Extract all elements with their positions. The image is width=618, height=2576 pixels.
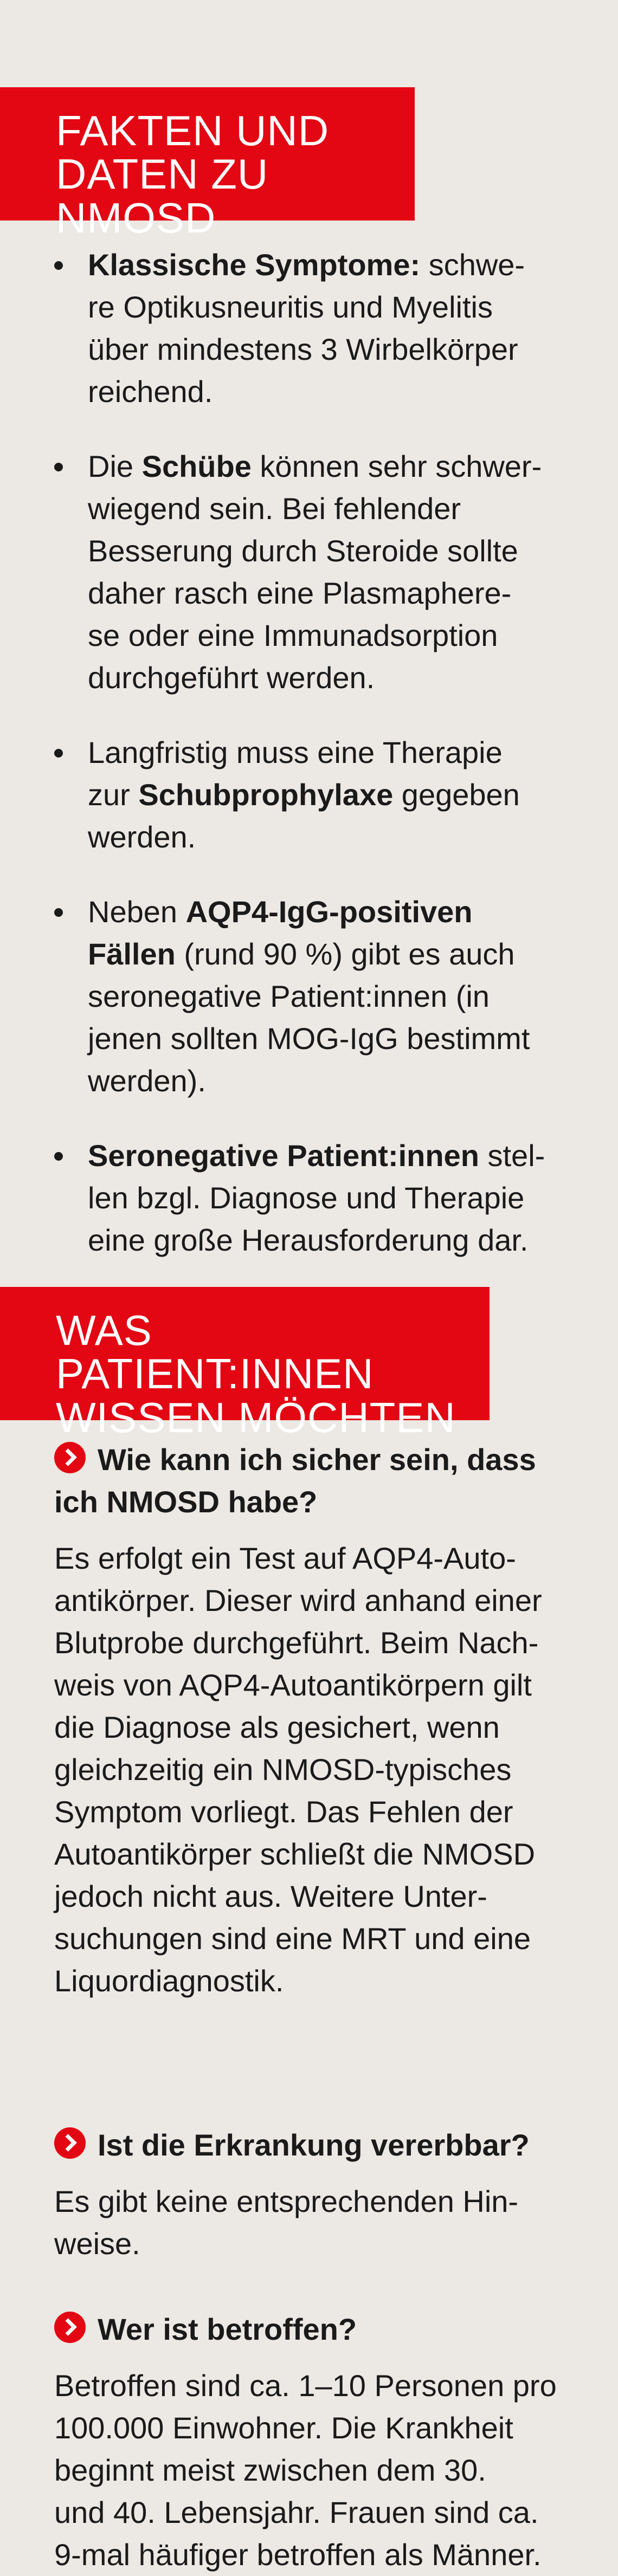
fact-line: se oder eine Immunadsorption: [88, 618, 498, 652]
answer-line: Autoantikörper schließt die NMOSD: [54, 1837, 536, 1871]
question: [54, 1439, 575, 1523]
fact-line: seronegative Patient:innen (in: [88, 979, 490, 1013]
fact-item-prophylaxis: [54, 732, 575, 858]
fact-line: werden).: [88, 1064, 206, 1098]
answer-line: die Diagnose als gesichert, wenn: [54, 1710, 500, 1744]
fact-bold-term: Klassische Symptome:: [88, 248, 421, 282]
fact-line: jenen sollten MOG-IgG bestimmt: [88, 1021, 530, 1056]
fact-text: Die: [88, 449, 142, 483]
question-line: ich NMOSD habe?: [54, 1485, 318, 1519]
answer-line: Liquordiagnostik.: [54, 1964, 284, 1998]
facts-heading-line-2: DATEN ZU NMOSD: [56, 150, 269, 242]
chevron-right-circle-icon: [54, 1442, 86, 1473]
fact-bold-term: Schübe: [141, 449, 252, 483]
facts-list: [54, 244, 575, 1294]
questions-heading-line-1: WAS PATIENT:INNEN: [56, 1306, 374, 1398]
question-line: [54, 2308, 575, 2351]
chevron-right-circle-icon: [54, 2127, 86, 2159]
fact-line: [88, 933, 575, 975]
facts-heading-line-1: FAKTEN UND: [56, 107, 330, 154]
answer-line: und 40. Lebensjahr. Frauen sind ca.: [54, 2495, 539, 2529]
answer-line: suchungen sind eine MRT und eine: [54, 1921, 531, 1956]
fact-line: Besserung durch Steroide sollte: [88, 534, 518, 568]
fact-text: (rund 90 %) gibt es auch: [175, 937, 515, 971]
fact-item-seropositive: [54, 891, 575, 1102]
questions-heading-line-2: WISSEN MÖCHTEN: [56, 1393, 456, 1441]
qa-block-heredity: [54, 2124, 575, 2265]
fact-item-seronegative: [54, 1135, 575, 1261]
question-text: Wie kann ich sicher sein, dass: [98, 1442, 536, 1477]
answer-line: Es gibt keine entsprechenden Hin-: [54, 2184, 519, 2218]
fact-bold-term: Fällen: [88, 937, 176, 971]
fact-item-relapses: [54, 445, 575, 699]
fact-line: len bzgl. Diagnose und Therapie: [88, 1181, 525, 1215]
answer-line: jedoch nicht aus. Weitere Unter-: [54, 1879, 487, 1913]
fact-line: [88, 244, 575, 286]
question-text: Ist die Erkrankung vererbbar?: [98, 2128, 530, 2162]
fact-line: eine große Herausforderung dar.: [88, 1223, 529, 1257]
answer-line: beginnt meist zwischen dem 30.: [54, 2453, 486, 2487]
question-line: [54, 2124, 575, 2166]
fact-item-symptoms: [54, 244, 575, 413]
answer-line: Es erfolgt ein Test auf AQP4-Auto-: [54, 1541, 516, 1575]
question-text: Wer ist betroffen?: [98, 2312, 357, 2346]
fact-text: schwe-: [420, 248, 525, 282]
answer-line: Blutprobe durchgeführt. Beim Nach-: [54, 1626, 539, 1660]
fact-line: Langfristig muss eine Therapie: [88, 735, 503, 769]
fact-bold-term: Schubprophylaxe: [138, 778, 394, 812]
answer-line: 9-mal häufiger betroffen als Männer.: [54, 2538, 542, 2572]
fact-bold-term: AQP4-IgG-positiven: [185, 895, 473, 929]
answer-line: antikörper. Dieser wird anhand einer: [54, 1583, 542, 1617]
qa-block-affected: [54, 2308, 575, 2576]
answer-line: Symptom vorliegt. Das Fehlen der: [54, 1795, 513, 1829]
fact-line: durchgeführt werden.: [88, 661, 375, 695]
answer: [54, 1537, 575, 2002]
fact-text: zur: [88, 778, 139, 812]
fact-line: wiegend sein. Bei fehlender: [88, 491, 461, 526]
qa-block-diagnosis: [54, 1439, 575, 2002]
question: [54, 2308, 575, 2351]
question-line: [54, 1439, 575, 1481]
answer-line: Betroffen sind ca. 1–10 Personen pro: [54, 2368, 557, 2403]
question: [54, 2124, 575, 2166]
fact-bold-term: Seronegative Patient:innen: [88, 1138, 479, 1173]
fact-line: werden.: [88, 820, 196, 854]
fact-line: [88, 445, 575, 488]
answer-line: 100.000 Einwohner. Die Krankheit: [54, 2411, 513, 2445]
answer-line: gleichzeitig ein NMOSD-typisches: [54, 1752, 512, 1787]
chevron-right-circle-icon: [54, 2312, 86, 2343]
fact-line: [88, 774, 575, 816]
answer-line: weis von AQP4-Autoantikörpern gilt: [54, 1668, 532, 1702]
fact-text: können sehr schwer-: [251, 449, 542, 483]
fact-line: über mindestens 3 Wirbelkörper: [88, 332, 518, 366]
fact-line: daher rasch eine Plasmaphere-: [88, 576, 512, 610]
answer-line: weise.: [54, 2227, 140, 2261]
fact-line: [88, 1135, 575, 1177]
facts-heading-banner: [0, 87, 415, 242]
fact-line: [88, 891, 575, 933]
fact-line: re Optikusneuritis und Myelitis: [88, 290, 493, 324]
fact-text: gegeben: [393, 778, 520, 812]
fact-text: stel-: [479, 1138, 545, 1173]
fact-text: Neben: [88, 895, 186, 929]
answer: [54, 2365, 575, 2576]
fact-line: reichend.: [88, 374, 213, 409]
patient-questions-heading-banner: [0, 1287, 490, 1441]
answer: [54, 2180, 575, 2265]
